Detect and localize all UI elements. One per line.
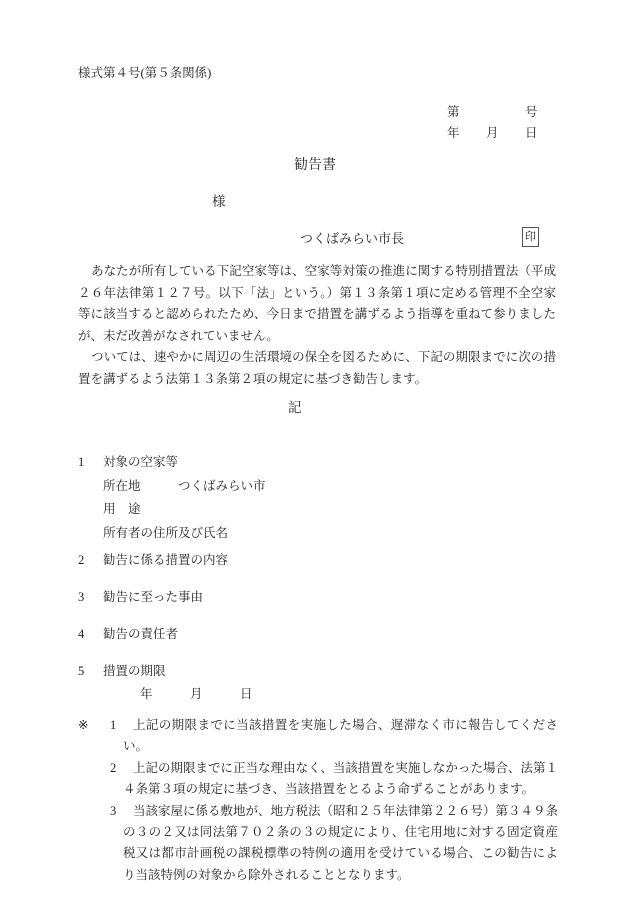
note-text: 当該家屋に係る敷地が、地方税法（昭和２５年法律第２２６号）第３４９条の３の２又は同法第７０２条の３の規定により、住宅用地に対する固定資産税又は都市計画税の課税標準の特例の適用を受けている場合、この勧告により当該特例の対象から除外されることとなります。 — [123, 803, 559, 882]
list-item-responsible — [78, 624, 556, 646]
list-item-target-house — [78, 451, 556, 546]
body-paragraph-1: あなたが所有している下記空家等は、空家等対策の推進に関する特別措置法（平成２６年法律第１２７号。以下「法」という。）第１３条第１項に定める管理不全空家等に該当すると認められたため、今日まで措置を講ずるよう指導を重ねて参りましたが、未だ改善がなされていません。 — [78, 264, 556, 343]
item-label: 勧告の責任者 — [103, 627, 179, 641]
item-label: 対象の空家等 — [103, 455, 179, 469]
ki-marker: 記 — [288, 400, 302, 415]
document-number-line: 第 号 — [447, 105, 539, 119]
issuer-name: つくばみらい市長 — [300, 231, 405, 246]
detail-label: 所有者の住所及び氏名 — [103, 526, 229, 541]
note-text: 上記の期限までに正当な理由なく、当該措置を実施しなかった場合、法第１４条第３項の規定に基づき、当該措置をとるよう命ずることがあります。 — [123, 760, 558, 797]
item-label: 措置の期限 — [103, 664, 166, 678]
detail-row-use — [78, 498, 556, 522]
note-text: 上記の期限までに当該措置を実施した場合、遅滞なく市に報告してください。 — [123, 718, 558, 754]
list-item-measures — [78, 550, 556, 572]
item-label: 勧告に係る措置の内容 — [103, 553, 229, 567]
detail-row-location — [78, 475, 556, 499]
body-paragraph-2: ついては、速やかに周辺の生活環境の保全を図るために、下記の期限までに次の措置を講ずるよう法第１３条第２項の規定に基づき勧告します。 — [78, 350, 556, 386]
note-number: 2 — [110, 760, 117, 775]
note-marker: ※ — [78, 718, 89, 732]
note-number: 3 — [110, 803, 117, 818]
detail-label: 用 途 — [103, 502, 141, 517]
item-number: 5 — [78, 664, 85, 678]
detail-row-owner — [78, 522, 556, 546]
notes-section — [78, 715, 558, 886]
detail-label: 所在地 — [103, 478, 141, 493]
deadline-date-line: 年 月 日 — [140, 687, 253, 701]
document-title: 勧告書 — [294, 158, 336, 173]
list-item-reason — [78, 587, 556, 609]
item-label: 勧告に至った事由 — [103, 590, 204, 604]
note-number: 1 — [110, 718, 117, 732]
detail-value: つくばみらい市 — [178, 478, 266, 493]
item-number: 3 — [78, 590, 85, 604]
note-item-3 — [78, 801, 558, 887]
form-label: 様式第４号(第５条関係) — [78, 66, 212, 80]
body-text — [78, 261, 556, 390]
note-item-2 — [78, 758, 558, 801]
seal-stamp-box: 印 — [522, 227, 539, 247]
item-number: 2 — [78, 553, 85, 567]
item-number: 4 — [78, 627, 85, 641]
list-item-deadline — [78, 661, 556, 683]
document-date-line: 年 月 日 — [447, 126, 539, 140]
note-item-1 — [78, 715, 558, 758]
item-number: 1 — [78, 455, 85, 469]
addressee-suffix: 様 — [212, 194, 226, 209]
